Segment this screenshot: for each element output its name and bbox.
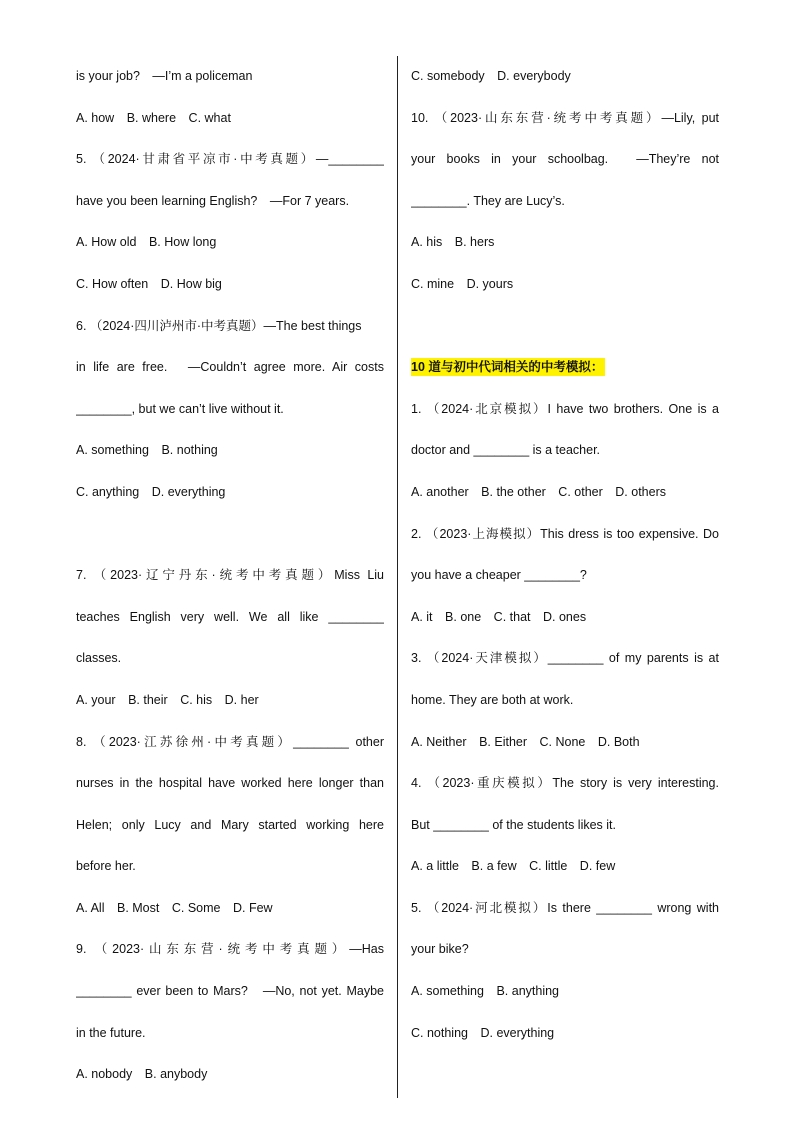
text-line: A. a little B. a few C. little D. few bbox=[411, 859, 616, 874]
text-line: in life are free. —Couldn’t agree more. Air costs bbox=[76, 360, 384, 375]
text-line: C. How often D. How big bbox=[76, 276, 222, 291]
blank-line bbox=[411, 306, 719, 348]
text-line: your bike? bbox=[411, 942, 469, 957]
column-divider bbox=[397, 56, 398, 1098]
text-line: 5. （2024·河北模拟）Is there ________ wrong with bbox=[411, 900, 719, 915]
section-heading-text: 10 道与初中代词相关的中考模拟： bbox=[411, 360, 604, 375]
text-line: 5. （2024·甘肃省平凉市·中考真题）—________ bbox=[76, 152, 384, 167]
text-line: in the future. bbox=[76, 1025, 146, 1040]
text-line: you have a cheaper ________? bbox=[411, 568, 587, 583]
text-line: Helen; only Lucy and Mary started working here bbox=[76, 817, 384, 832]
text-line: before her. bbox=[76, 859, 136, 874]
blank-line bbox=[76, 514, 384, 556]
text-line: A. another B. the other C. other D. others bbox=[411, 484, 666, 499]
text-line: 3. （2024·天津模拟）________ of my parents is at bbox=[411, 651, 719, 666]
text-line: C. mine D. yours bbox=[411, 276, 514, 291]
text-line: C. somebody D. everybody bbox=[411, 69, 571, 83]
text-line: A. it B. one C. that D. ones bbox=[411, 609, 587, 624]
text-line: teaches English very well. We all like ________ bbox=[76, 609, 384, 624]
text-line: ________ ever been to Mars? —No, not yet. Maybe bbox=[76, 984, 384, 999]
text-line: ________, but we can’t live without it. bbox=[76, 401, 284, 416]
right-column bbox=[411, 56, 719, 1054]
text-line: doctor and ________ is a teacher. bbox=[411, 443, 601, 458]
text-line: A. All B. Most C. Some D. Few bbox=[76, 900, 273, 915]
text-line: is your job? —I’m a policeman bbox=[76, 69, 253, 83]
text-line: A. something B. nothing bbox=[76, 443, 218, 458]
text-line: ________. They are Lucy’s. bbox=[411, 193, 565, 208]
text-line: A. Neither B. Either C. None D. Both bbox=[411, 734, 640, 749]
text-line: But ________ of the students likes it. bbox=[411, 817, 616, 832]
text-line: nurses in the hospital have worked here longer than bbox=[76, 776, 384, 791]
text-line: A. How old B. How long bbox=[76, 235, 217, 250]
text-line: 10. （2023·山东东营·统考中考真题）—Lily, put bbox=[411, 110, 719, 125]
section-heading bbox=[411, 347, 719, 389]
text-line: 2. （2023·上海模拟）This dress is too expensive. Do bbox=[411, 526, 719, 541]
text-line: A. his B. hers bbox=[411, 235, 495, 250]
text-line: 1. （2024·北京模拟）I have two brothers. One is a bbox=[411, 401, 719, 416]
text-line: A. nobody B. anybody bbox=[76, 1067, 208, 1082]
text-line: 7. （2023·辽宁丹东·统考中考真题）Miss Liu bbox=[76, 568, 384, 583]
text-line: 4. （2023·重庆模拟）The story is very interesting. bbox=[411, 776, 719, 791]
text-line: C. nothing D. everything bbox=[411, 1025, 555, 1040]
text-line: 9. （2023·山东东营·统考中考真题）—Has bbox=[76, 942, 384, 957]
text-line: A. how B. where C. what bbox=[76, 110, 231, 125]
text-line: 6. （2024·四川泸州市·中考真题）—The best things bbox=[76, 318, 362, 333]
text-line: A. something B. anything bbox=[411, 984, 559, 999]
text-line: A. your B. their C. his D. her bbox=[76, 692, 259, 707]
left-column bbox=[76, 56, 384, 1096]
text-line: 8. （2023·江苏徐州·中考真题）________ other bbox=[76, 734, 384, 749]
text-line: home. They are both at work. bbox=[411, 692, 574, 707]
text-line: your books in your schoolbag. —They’re not bbox=[411, 152, 719, 167]
text-line: have you been learning English? —For 7 years. bbox=[76, 193, 350, 208]
text-line: C. anything D. everything bbox=[76, 484, 226, 499]
text-line: classes. bbox=[76, 651, 122, 666]
